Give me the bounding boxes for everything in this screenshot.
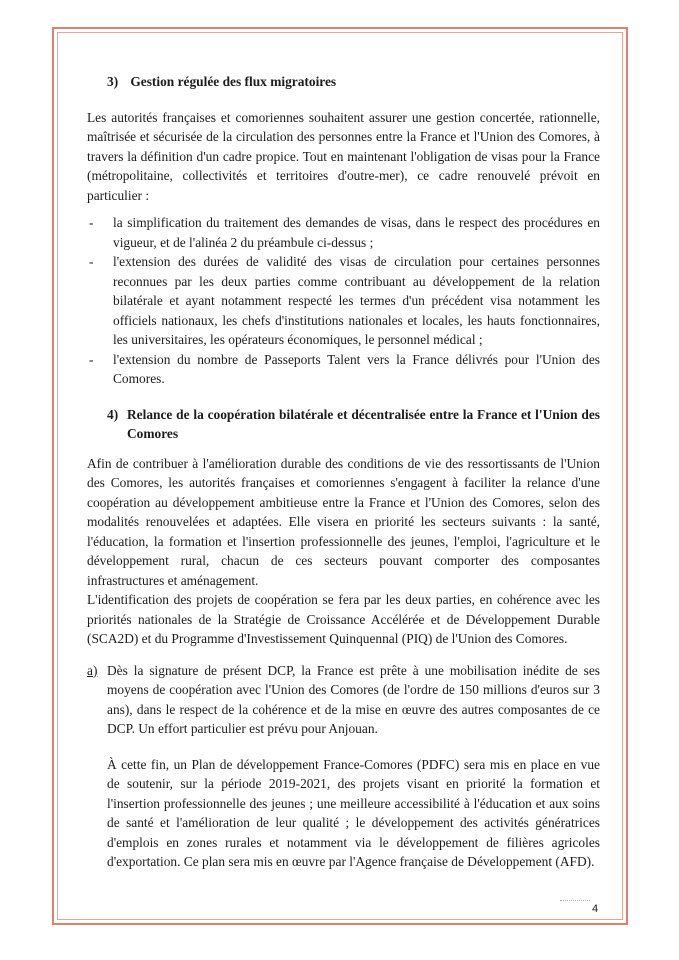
list-item: [87, 350, 600, 389]
section-3-number: 3): [107, 74, 119, 89]
section-4-heading: [107, 405, 600, 444]
item-a: [87, 661, 600, 872]
section-3-bullet-list: [87, 213, 600, 389]
section-3-title: Gestion régulée des flux migratoires: [130, 74, 337, 89]
list-item: [87, 213, 600, 252]
bullet-text: la simplification du traitement des demandes de visas, dans le respect des procédures en vigueur, et de l'alinéa 2 du préambule ci-dessus ;: [113, 215, 600, 250]
item-a-text: Dès la signature de présent DCP, la France est prête à une mobilisation inédite de ses moyens de coopération avec l'Union des Comores (de l'ordre de 150 millions d'euros sur 3 ans), dans le respect de la cohérence et de la mise en œuvre des autres composantes de ce DCP. Un effort particulier est prévu pour Anjouan.: [107, 662, 600, 736]
dash-bullet: -: [89, 215, 94, 230]
item-a-continuation: À cette fin, un Plan de développement France-Comores (PDFC) sera mis en place en vue de soutenir, sur la période 2019-2021, des projets visant en priorité la formation et l'insertion professionnelle des jeunes ; une meilleure accessibilité à l'éducation et aux soins de santé et l'amélioration de leur qualité ; le développement des activités génératrices d'emplois en zones rurales et notamment via le développement de filières agricoles d'exportation. Ce plan sera mis en œuvre par l'Agence française de Développement (AFD).: [107, 756, 600, 869]
footer-rule: [560, 900, 590, 901]
section-4-paragraph-2: L'identification des projets de coopération se fera par les deux parties, en cohérence avec les priorités nationales de la Stratégie de Croissance Accélérée et de Développement Durable (SCA2D) et du Programme d'Investissement Quinquennal (PIQ) de l'Union des Comores.: [87, 592, 600, 646]
item-a-marker: a): [87, 662, 98, 678]
page-number: 4: [592, 903, 599, 915]
dash-bullet: -: [89, 351, 94, 367]
section-3-heading: [107, 72, 600, 92]
list-item: [87, 252, 600, 350]
section-4-number: 4): [107, 406, 119, 422]
document-body: [87, 70, 600, 872]
bullet-text: l'extension des durées de validité des visas de circulation pour certaines personnes reconnues par les deux parties comme contribuant au développement de la relation bilatérale et ayant notamment respecté les termes d'un précédent visa notamment les officiels nationaux, les chefs d'institutions nationales et locales, les hauts fonctionnaires, les universitaires, les opérateurs économiques, le personnel médical ;: [113, 254, 600, 347]
section-3-intro: Les autorités françaises et comoriennes souhaitent assurer une gestion concertée, rationnelle, maîtrisée et sécurisée de la circulation des personnes entre la France et l'Union des Comores, à travers la définition d'un cadre propice. Tout en maintenant l'obligation de visas pour la France (métropolitaine, collectivités et territoires d'outre-mer), ce cadre renouvelé prévoit en particulier :: [87, 109, 600, 203]
section-4-paragraph-1: Afin de contribuer à l'amélioration durable des conditions de vie des ressortissants de l'Union des Comores, les autorités françaises et comoriennes s'engagent à faciliter la relance d'une coopération au développement ambitieuse entre la France et l'Union des Comores, selon des modalités renouvelées et adaptées. Elle visera en priorité les secteurs suivants : la santé, l'éducation, la formation et l'insertion professionnelle des jeunes, l'emploi, l'agriculture et le développement rural, chacun de ces secteurs pouvant comporter des composantes infrastructures et aménagement.: [87, 455, 600, 588]
dash-bullet: -: [89, 254, 94, 269]
section-4-title: Relance de la coopération bilatérale et décentralisée entre la France et l'Union des Comores: [127, 406, 600, 441]
bullet-text: l'extension du nombre de Passeports Talent vers la France délivrés pour l'Union des Comores.: [113, 351, 600, 386]
